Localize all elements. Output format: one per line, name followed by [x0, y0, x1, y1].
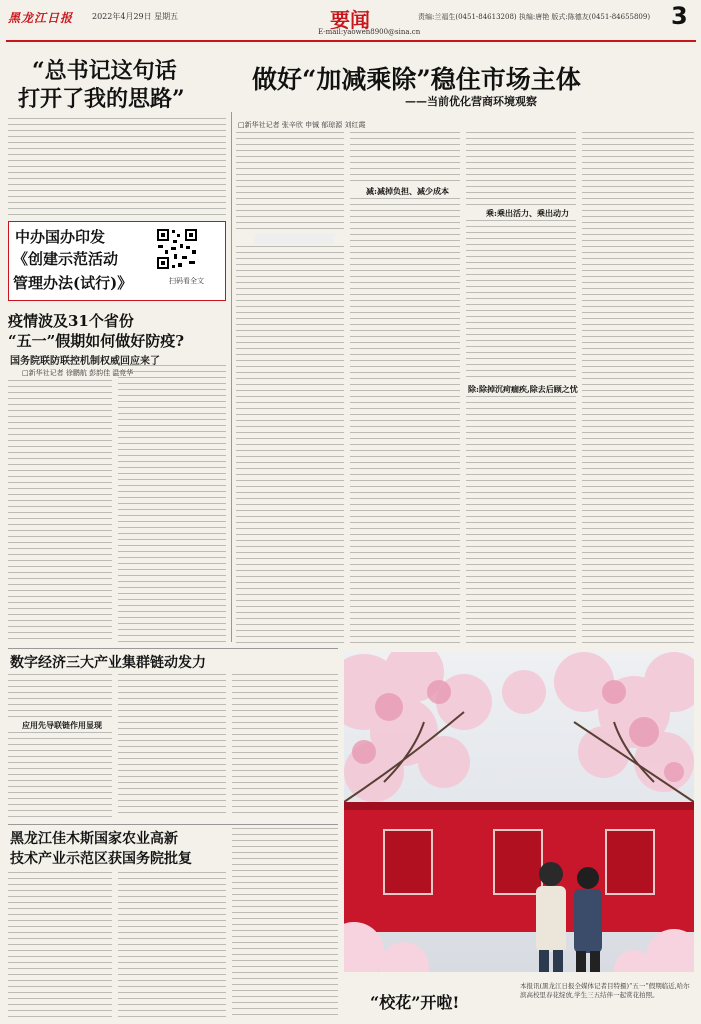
- quote-line-1: “总书记这句话: [32, 58, 177, 84]
- masthead-rule: [6, 40, 696, 42]
- qr-code-icon[interactable]: [156, 228, 198, 270]
- right-lower-body: [232, 828, 338, 1018]
- lead-body-col-1b: [236, 246, 344, 646]
- lead-body-col-3a: [466, 132, 576, 206]
- digital-subhead: 应用先导联链作用显现: [22, 720, 102, 730]
- photo-caption: 本报讯(黑龙江日报全媒体记者目特摄)“五一”假期临近,哈尔滨高校里春花绽放,学生三五结伴一起赏花拍照。: [520, 982, 690, 999]
- lead-body-col-4: [582, 132, 694, 646]
- masthead: [0, 0, 701, 40]
- quote-article-body: [8, 118, 226, 216]
- campus-photo[interactable]: [344, 652, 694, 972]
- digital-headline: 数字经济三大产业集群链动发力: [10, 655, 206, 671]
- lead-body-col-2a: [350, 132, 460, 182]
- quote-line-2: 打开了我的思路”: [18, 86, 185, 112]
- lead-body-col-1a: [236, 132, 344, 232]
- section-title: 要闻: [330, 8, 370, 32]
- notice-line-2: 《创建示范活动: [13, 250, 119, 268]
- notice-line-3: 管理办法(试行)》: [13, 274, 133, 292]
- lead-body-col-3b: [466, 220, 576, 380]
- lead-body-col-2b: [350, 198, 460, 646]
- column-divider: [231, 112, 232, 642]
- lead-byline: □新华社记者 张辛欣 申铖 郁琼源 刘红霞: [238, 121, 366, 129]
- section-rule-2: [8, 824, 338, 825]
- lead-subhead-jian: 减:减掉负担、减少成本: [366, 186, 449, 196]
- issue-date: 2022年4月29日 星期五: [92, 12, 179, 21]
- agri-body-col-2: [118, 872, 226, 1018]
- lead-subhead-chu: 除:除掉沉疴痼疾,除去后顾之忧: [468, 384, 578, 394]
- qr-caption: 扫码看全文: [169, 277, 204, 285]
- lead-subtitle: ——当前优化营商环境观察: [405, 95, 537, 108]
- epidemic-headline-2: “五一”假期如何做好防疫?: [8, 332, 185, 350]
- section-email: E-mail:yaowen8900@sina.cn: [318, 28, 421, 36]
- paper-name: 黑龙江日报: [8, 11, 74, 25]
- epidemic-body-col-2: [118, 365, 226, 642]
- section-rule: [8, 648, 338, 649]
- lead-headline: 做好“加减乘除”稳住市场主体: [252, 65, 581, 94]
- agri-headline-2: 技术产业示范区获国务院批复: [10, 851, 192, 867]
- digital-body-col-3: [232, 674, 338, 818]
- agri-body-col-1: [8, 872, 112, 1018]
- notice-line-1: 中办国办印发: [15, 228, 106, 246]
- photo-title: “校花”开啦!: [370, 993, 460, 1012]
- epidemic-byline: □新华社记者 徐鹏航 彭韵佳 温竞华: [22, 369, 134, 377]
- epidemic-deck: 国务院联防联控机制权威回应来了: [10, 356, 160, 367]
- epidemic-headline: 疫情波及31个省份: [8, 312, 134, 330]
- lead-subhead-jia: [254, 234, 334, 244]
- digital-body-col-2: [118, 674, 226, 818]
- page-number: 3: [671, 2, 688, 30]
- digital-body-col-1: [8, 674, 112, 718]
- lead-subhead-cheng: 乘:乘出活力、乘出动力: [486, 208, 569, 218]
- editor-info: 责编:兰福生(0451-84613208) 执编:唐艳 版式:陈德友(0451-84655809): [418, 13, 651, 21]
- agri-headline-1: 黑龙江佳木斯国家农业高新: [10, 831, 178, 847]
- lead-body-col-3c: [466, 396, 576, 646]
- digital-body-col-1b: [8, 732, 112, 818]
- quote-box: [10, 52, 225, 110]
- notice-box: [8, 221, 226, 301]
- epidemic-body-col-1: [8, 380, 112, 642]
